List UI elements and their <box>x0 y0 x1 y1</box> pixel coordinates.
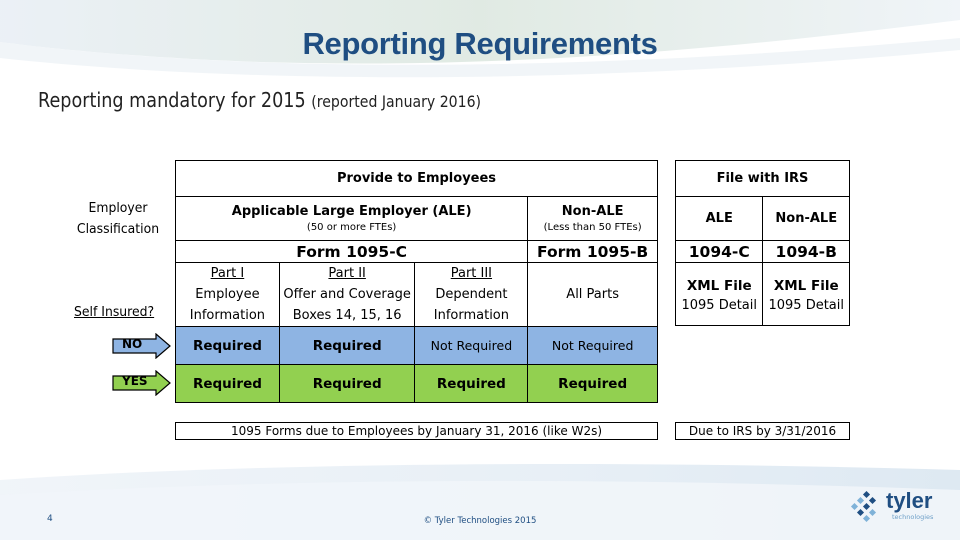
part-1-line2: Information <box>189 308 266 323</box>
yes-arrow <box>112 370 172 396</box>
non-ale-title: Non-ALE <box>561 204 624 219</box>
tyler-logo <box>850 490 946 526</box>
non-ale-note: (Less than 50 FTEs) <box>543 222 642 233</box>
tyler-logo-icon <box>850 490 884 524</box>
part-1-title: Part I <box>210 266 245 281</box>
ale-note: (50 or more FTEs) <box>306 222 397 233</box>
irs-header: File with IRS <box>676 161 850 197</box>
form-1094c: 1094-C <box>676 241 763 263</box>
irs-col-ale: ALE <box>676 197 763 241</box>
employer-classification-label <box>70 198 166 240</box>
no-row-part3: Not Required <box>415 327 528 365</box>
all-parts-cell: All Parts <box>528 263 658 327</box>
part-3-cell <box>415 263 528 327</box>
part-3-line2: Information <box>433 308 510 323</box>
xml-non-ale-title: XML File <box>773 278 839 294</box>
self-insured-label: Self Insured? <box>74 304 155 320</box>
ale-cell <box>176 197 528 241</box>
xml-ale-title: XML File <box>686 278 752 294</box>
part-2-line1: Offer and Coverage <box>283 287 411 302</box>
copyright-text: © Tyler Technologies 2015 <box>423 516 537 526</box>
yes-row-all: Required <box>528 365 658 403</box>
slide-title: Reporting Requirements <box>302 26 658 61</box>
part-3-title: Part III <box>450 266 493 281</box>
no-row-part1: Required <box>176 327 280 365</box>
no-row-all: Not Required <box>528 327 658 365</box>
yes-arrow-label: YES <box>122 374 148 388</box>
subtitle-main: Reporting mandatory for 2015 <box>38 88 312 112</box>
part-2-cell <box>279 263 415 327</box>
xml-ale-detail: 1095 Detail <box>681 298 757 313</box>
subtitle-note: (reported January 2016) <box>311 92 482 111</box>
part-2-title: Part II <box>328 266 366 281</box>
yes-row-part1: Required <box>176 365 280 403</box>
irs-col-non-ale: Non-ALE <box>763 197 850 241</box>
form-1095b: Form 1095-B <box>528 241 658 263</box>
form-1094b: 1094-B <box>763 241 850 263</box>
employee-due-note: 1095 Forms due to Employees by January 31, 2016 (like W2s) <box>175 422 658 440</box>
non-ale-cell <box>528 197 658 241</box>
page-number: 4 <box>47 514 53 524</box>
file-with-irs-table <box>675 160 850 326</box>
part-3-line1: Dependent <box>435 287 508 302</box>
no-row-part2: Required <box>279 327 415 365</box>
irs-due-note: Due to IRS by 3/31/2016 <box>675 422 850 440</box>
employer-label-line2: Classification <box>76 221 160 237</box>
slide-subtitle <box>38 88 481 112</box>
part-2-line2: Boxes 14, 15, 16 <box>292 308 402 323</box>
logo-subtext: technologies <box>892 513 934 521</box>
ale-title: Applicable Large Employer (ALE) <box>231 204 472 219</box>
provide-to-employees-table <box>175 160 658 403</box>
provide-header: Provide to Employees <box>176 161 658 197</box>
yes-row-part3: Required <box>415 365 528 403</box>
no-arrow-label: NO <box>122 337 143 351</box>
no-arrow <box>112 333 172 359</box>
yes-row-part2: Required <box>279 365 415 403</box>
irs-xml-ale <box>676 263 763 326</box>
xml-non-ale-detail: 1095 Detail <box>768 298 844 313</box>
irs-xml-non-ale <box>763 263 850 326</box>
form-1095c: Form 1095-C <box>176 241 528 263</box>
part-1-cell <box>176 263 280 327</box>
logo-word: tyler <box>886 488 933 513</box>
employer-label-line1: Employer <box>88 200 148 216</box>
part-1-line1: Employee <box>195 287 260 302</box>
